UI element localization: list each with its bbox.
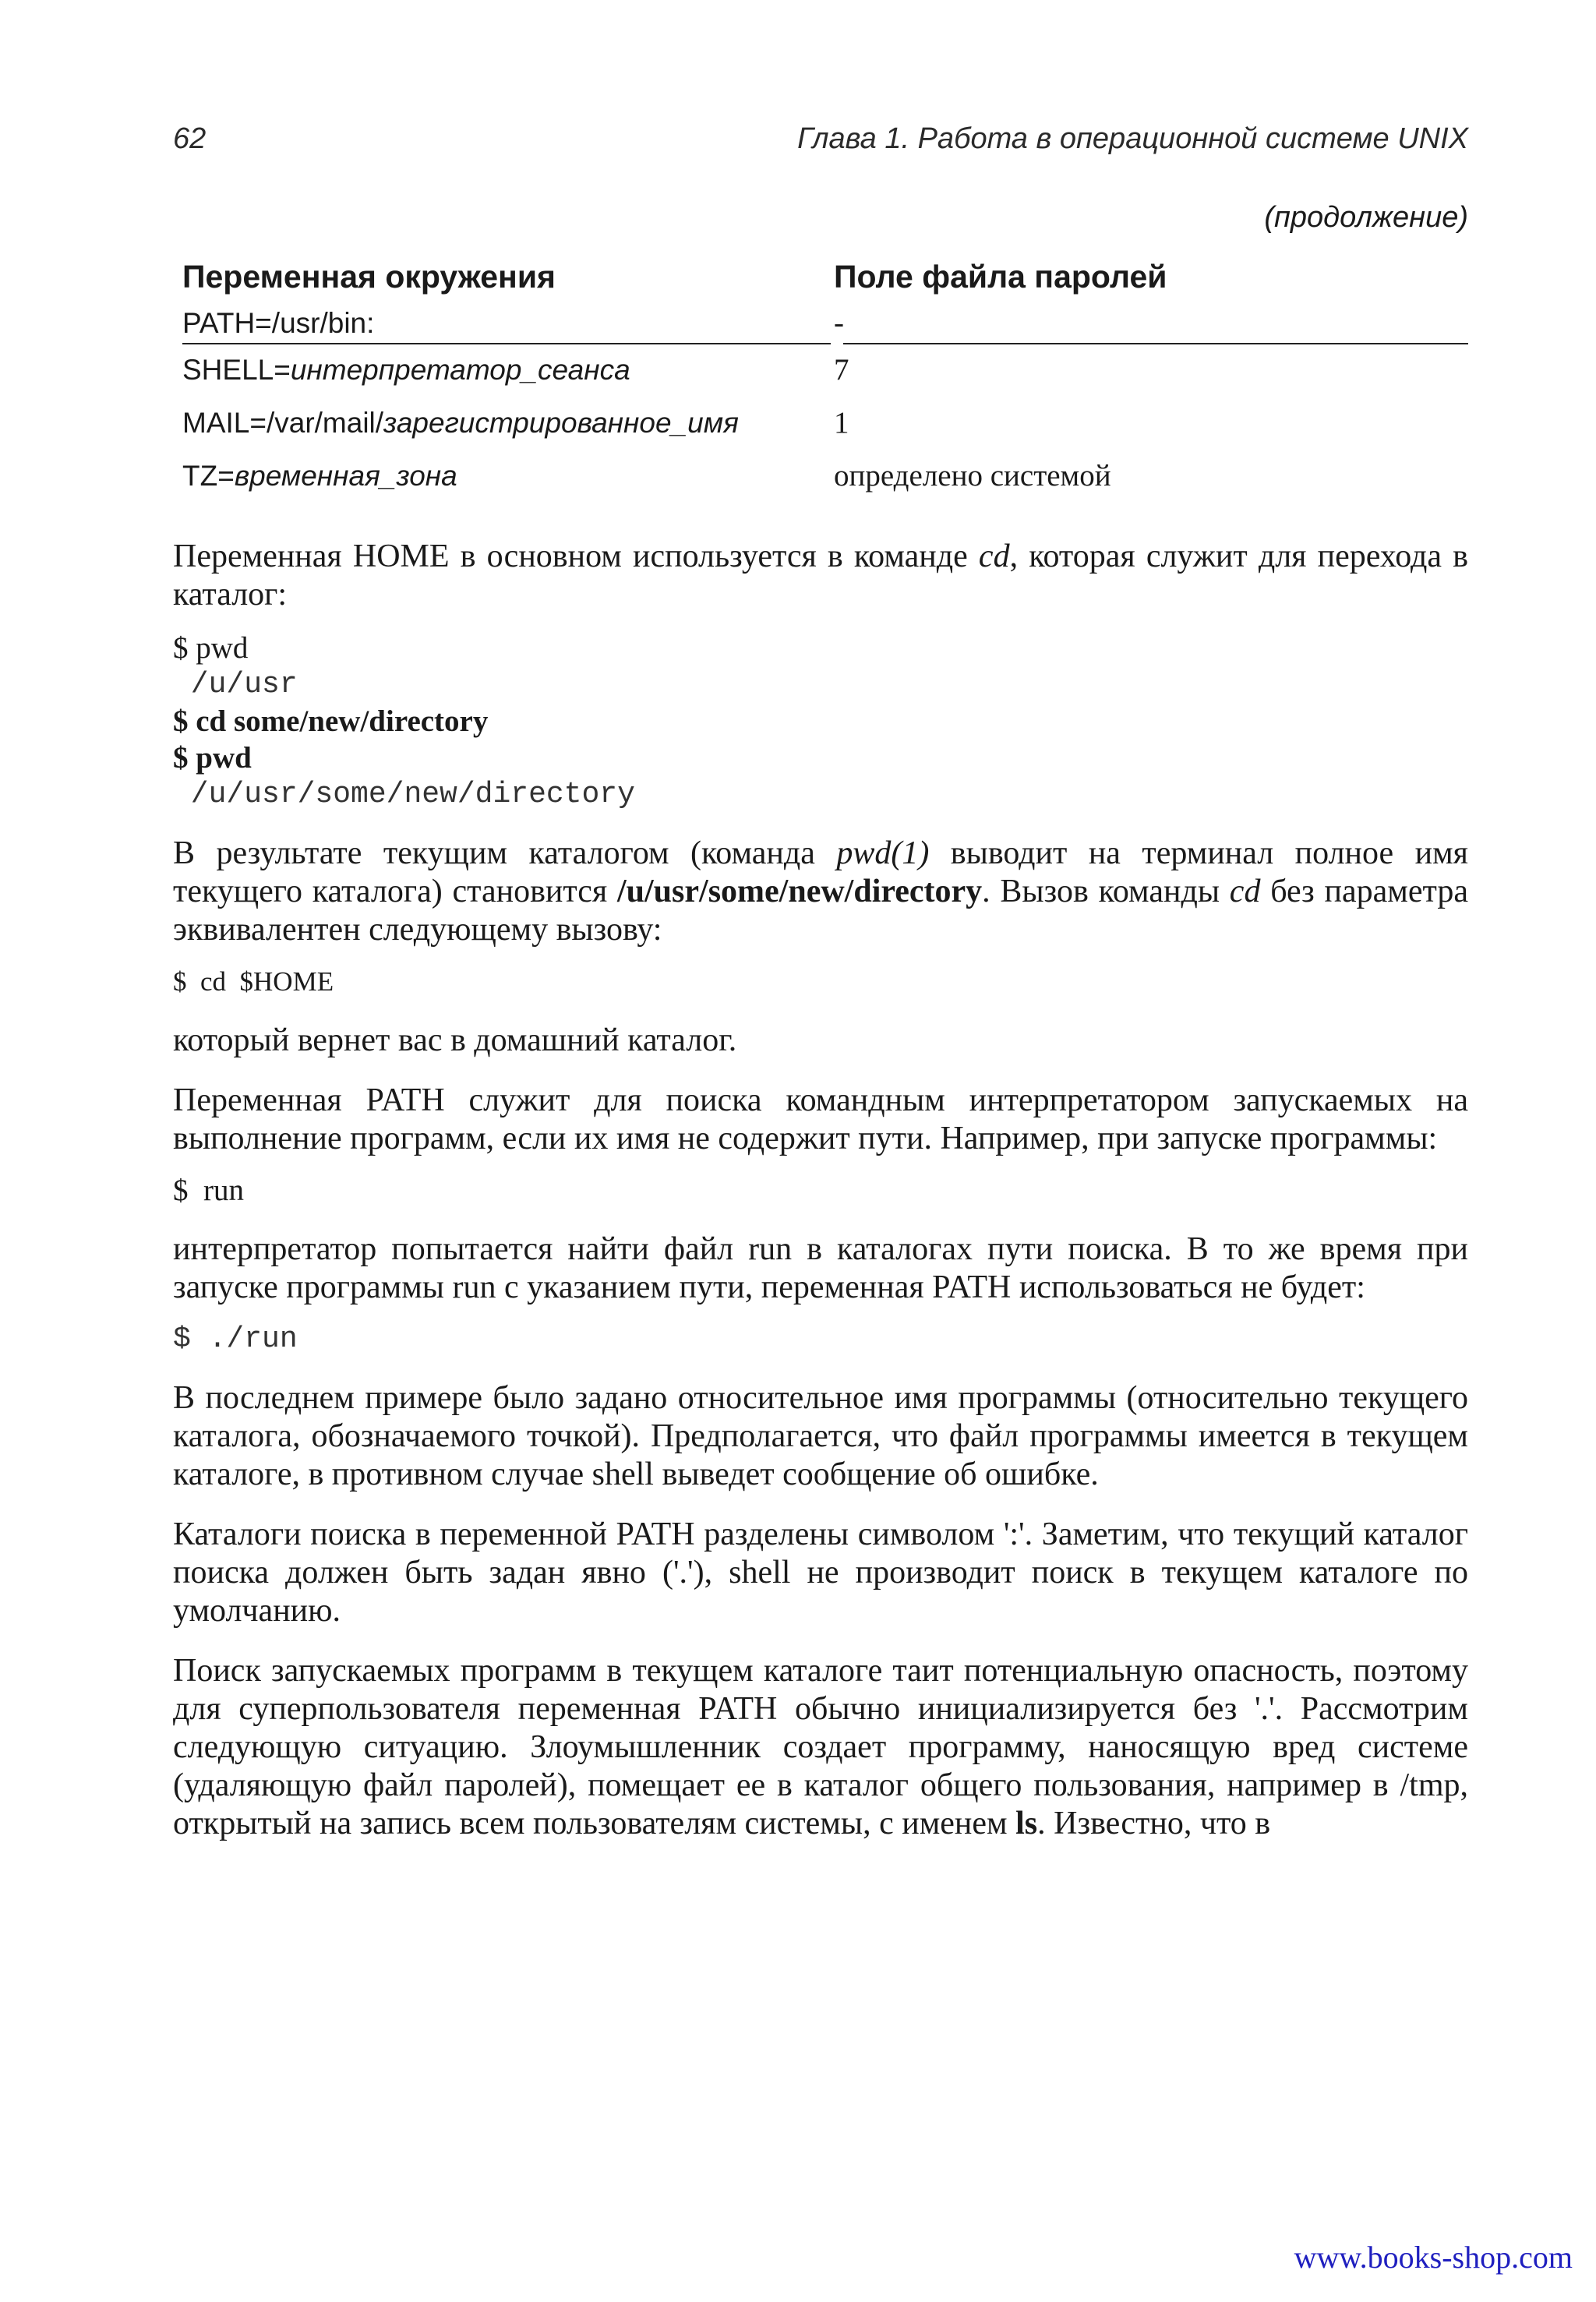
chapter-title: Глава 1. Работа в операционной системе UNIX — [797, 122, 1468, 155]
paragraph-security: Поиск запускаемых программ в текущем каталоге таит потенциальную опасность, поэтому для суперпользователя переменная PATH обычно инициализируется без '.'. Рассмотрим следующую ситуацию. Злоумышленник создает программу, наносящую вред системе (удаляющую файл паролей), помещает ее в каталог общего пользования, например в /tmp, открытый на запись всем пользователям системы, с именем ls. Известно, что в — [173, 1653, 1468, 1841]
env-variable-cell: TZ=временная_зона — [182, 460, 457, 492]
footer-url: www.books-shop.com — [1294, 2240, 1573, 2275]
code-line: /u/usr — [173, 668, 298, 701]
passwd-field-cell: определено системой — [834, 459, 1111, 493]
running-header — [173, 117, 1468, 161]
paragraph-path: Переменная PATH служит для поиска командным интерпретатором запускаемых на выполнение программ, если их имя не содержит пути. Например, при запуске программы: — [173, 1082, 1468, 1156]
column-header-variable: Переменная окружения — [182, 259, 556, 295]
env-variable-cell: PATH=/usr/bin: — [182, 307, 375, 339]
environment-table — [173, 254, 1468, 503]
paragraph-run-search: интерпретатор попытается найти файл run в каталогах пути поиска. В то же время при запуске программы run с указанием пути, переменная PATH использоваться не будет: — [173, 1231, 1468, 1305]
table-row — [173, 299, 1468, 344]
table-row — [173, 450, 1468, 503]
code-line: $ cd some/new/directory — [173, 704, 489, 738]
table-header-row — [173, 254, 1468, 299]
paragraph-home: Переменная HOME в основном используется в команде cd, которая служит для перехода в каталог: — [173, 538, 1468, 613]
code-line: /u/usr/some/new/directory — [173, 778, 635, 811]
code-line-cd-home: $ cd $HOME — [173, 966, 334, 997]
table-row — [173, 344, 1468, 397]
column-header-passwd-field: Поле файла паролей — [834, 259, 1167, 295]
paragraph-home-return: который вернет вас в домашний каталог. — [173, 1022, 737, 1058]
table-continued-label: (продолжение) — [1264, 201, 1468, 234]
paragraph-relative-name: В последнем примере было задано относительное имя программы (относительно текущего каталога, обозначаемого точкой). Предполагается, что файл программы имеется в текущем каталоге, в противном случае shell выведет сообщение об ошибке. — [173, 1380, 1468, 1492]
env-variable-cell: MAIL=/var/mail/зарегистрированное_имя — [182, 407, 739, 439]
code-line-dot-run: $ ./run — [173, 1322, 298, 1356]
passwd-field-cell: 1 — [834, 406, 849, 440]
passwd-field-cell: - — [834, 306, 844, 340]
page-number: 62 — [173, 122, 207, 155]
code-line: $ pwd — [173, 741, 252, 775]
paragraph-path-separator: Каталоги поиска в переменной PATH разделены символом ':'. Заметим, что текущий каталог поиска должен быть задан явно ('.'), shell не производит поиск в текущем каталоге по умолчанию. — [173, 1516, 1468, 1629]
book-page — [173, 117, 1468, 1843]
table-row — [173, 397, 1468, 450]
code-block-pwd — [173, 630, 1468, 813]
passwd-field-cell: 7 — [834, 353, 849, 387]
env-variable-cell: SHELL=интерпретатор_сеанса — [182, 354, 630, 386]
code-line-run: $ run — [173, 1174, 244, 1207]
paragraph-pwd-result: В результате текущим каталогом (команда pwd(1) выводит на терминал полное имя текущего каталога) становится /u/usr/some/new/directory. Вызов команды cd без параметра эквивалентен следующему вызову: — [173, 835, 1468, 948]
code-line: $ pwd — [173, 631, 249, 665]
